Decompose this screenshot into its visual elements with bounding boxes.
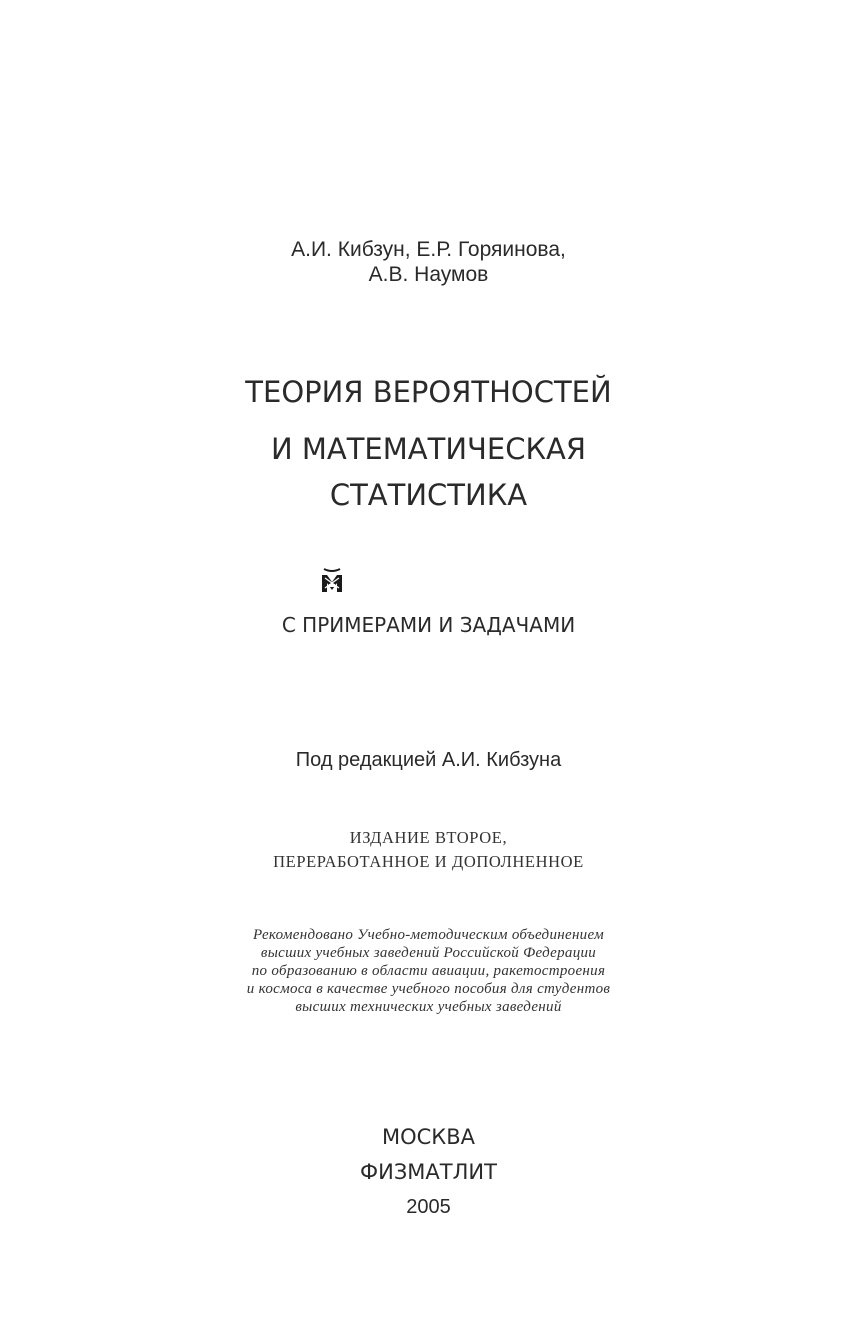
editor-credit: Под редакцией А.И. Кибзуна	[295, 749, 562, 771]
book-title-line-1: ТЕОРИЯ ВЕРОЯТНОСТЕЙ	[245, 375, 612, 409]
authors-line-2: А.В. Наумов	[368, 263, 489, 286]
recommendation-line: высших технических учебных заведений	[295, 999, 562, 1015]
book-title-line-3: СТАТИСТИКА	[329, 478, 528, 512]
imprint-publisher: ФИЗМАТЛИТ	[360, 1160, 497, 1184]
recommendation-line: Рекомендовано Учебно-методическим объединением	[253, 927, 604, 943]
recommendation-line: и космоса в качестве учебного пособия для студентов	[246, 981, 611, 997]
recommendation-line: высших учебных заведений Российской Федерации	[260, 945, 597, 961]
authors-line-1: А.И. Кибзун, Е.Р. Горяинова,	[291, 238, 566, 261]
edition-line-2: ПЕРЕРАБОТАННОЕ И ДОПОЛНЕННОЕ	[273, 852, 584, 871]
imprint-year: 2005	[406, 1196, 451, 1218]
recommendation-line: по образованию в области авиации, ракетостроения	[251, 963, 606, 979]
publisher-emblem-icon	[320, 566, 344, 594]
subtitle: С ПРИМЕРАМИ И ЗАДАЧАМИ	[281, 613, 576, 637]
imprint-city: МОСКВА	[382, 1125, 475, 1149]
edition-line-1: ИЗДАНИЕ ВТОРОЕ,	[349, 828, 508, 847]
book-title-line-2: И МАТЕМАТИЧЕСКАЯ	[270, 432, 587, 466]
